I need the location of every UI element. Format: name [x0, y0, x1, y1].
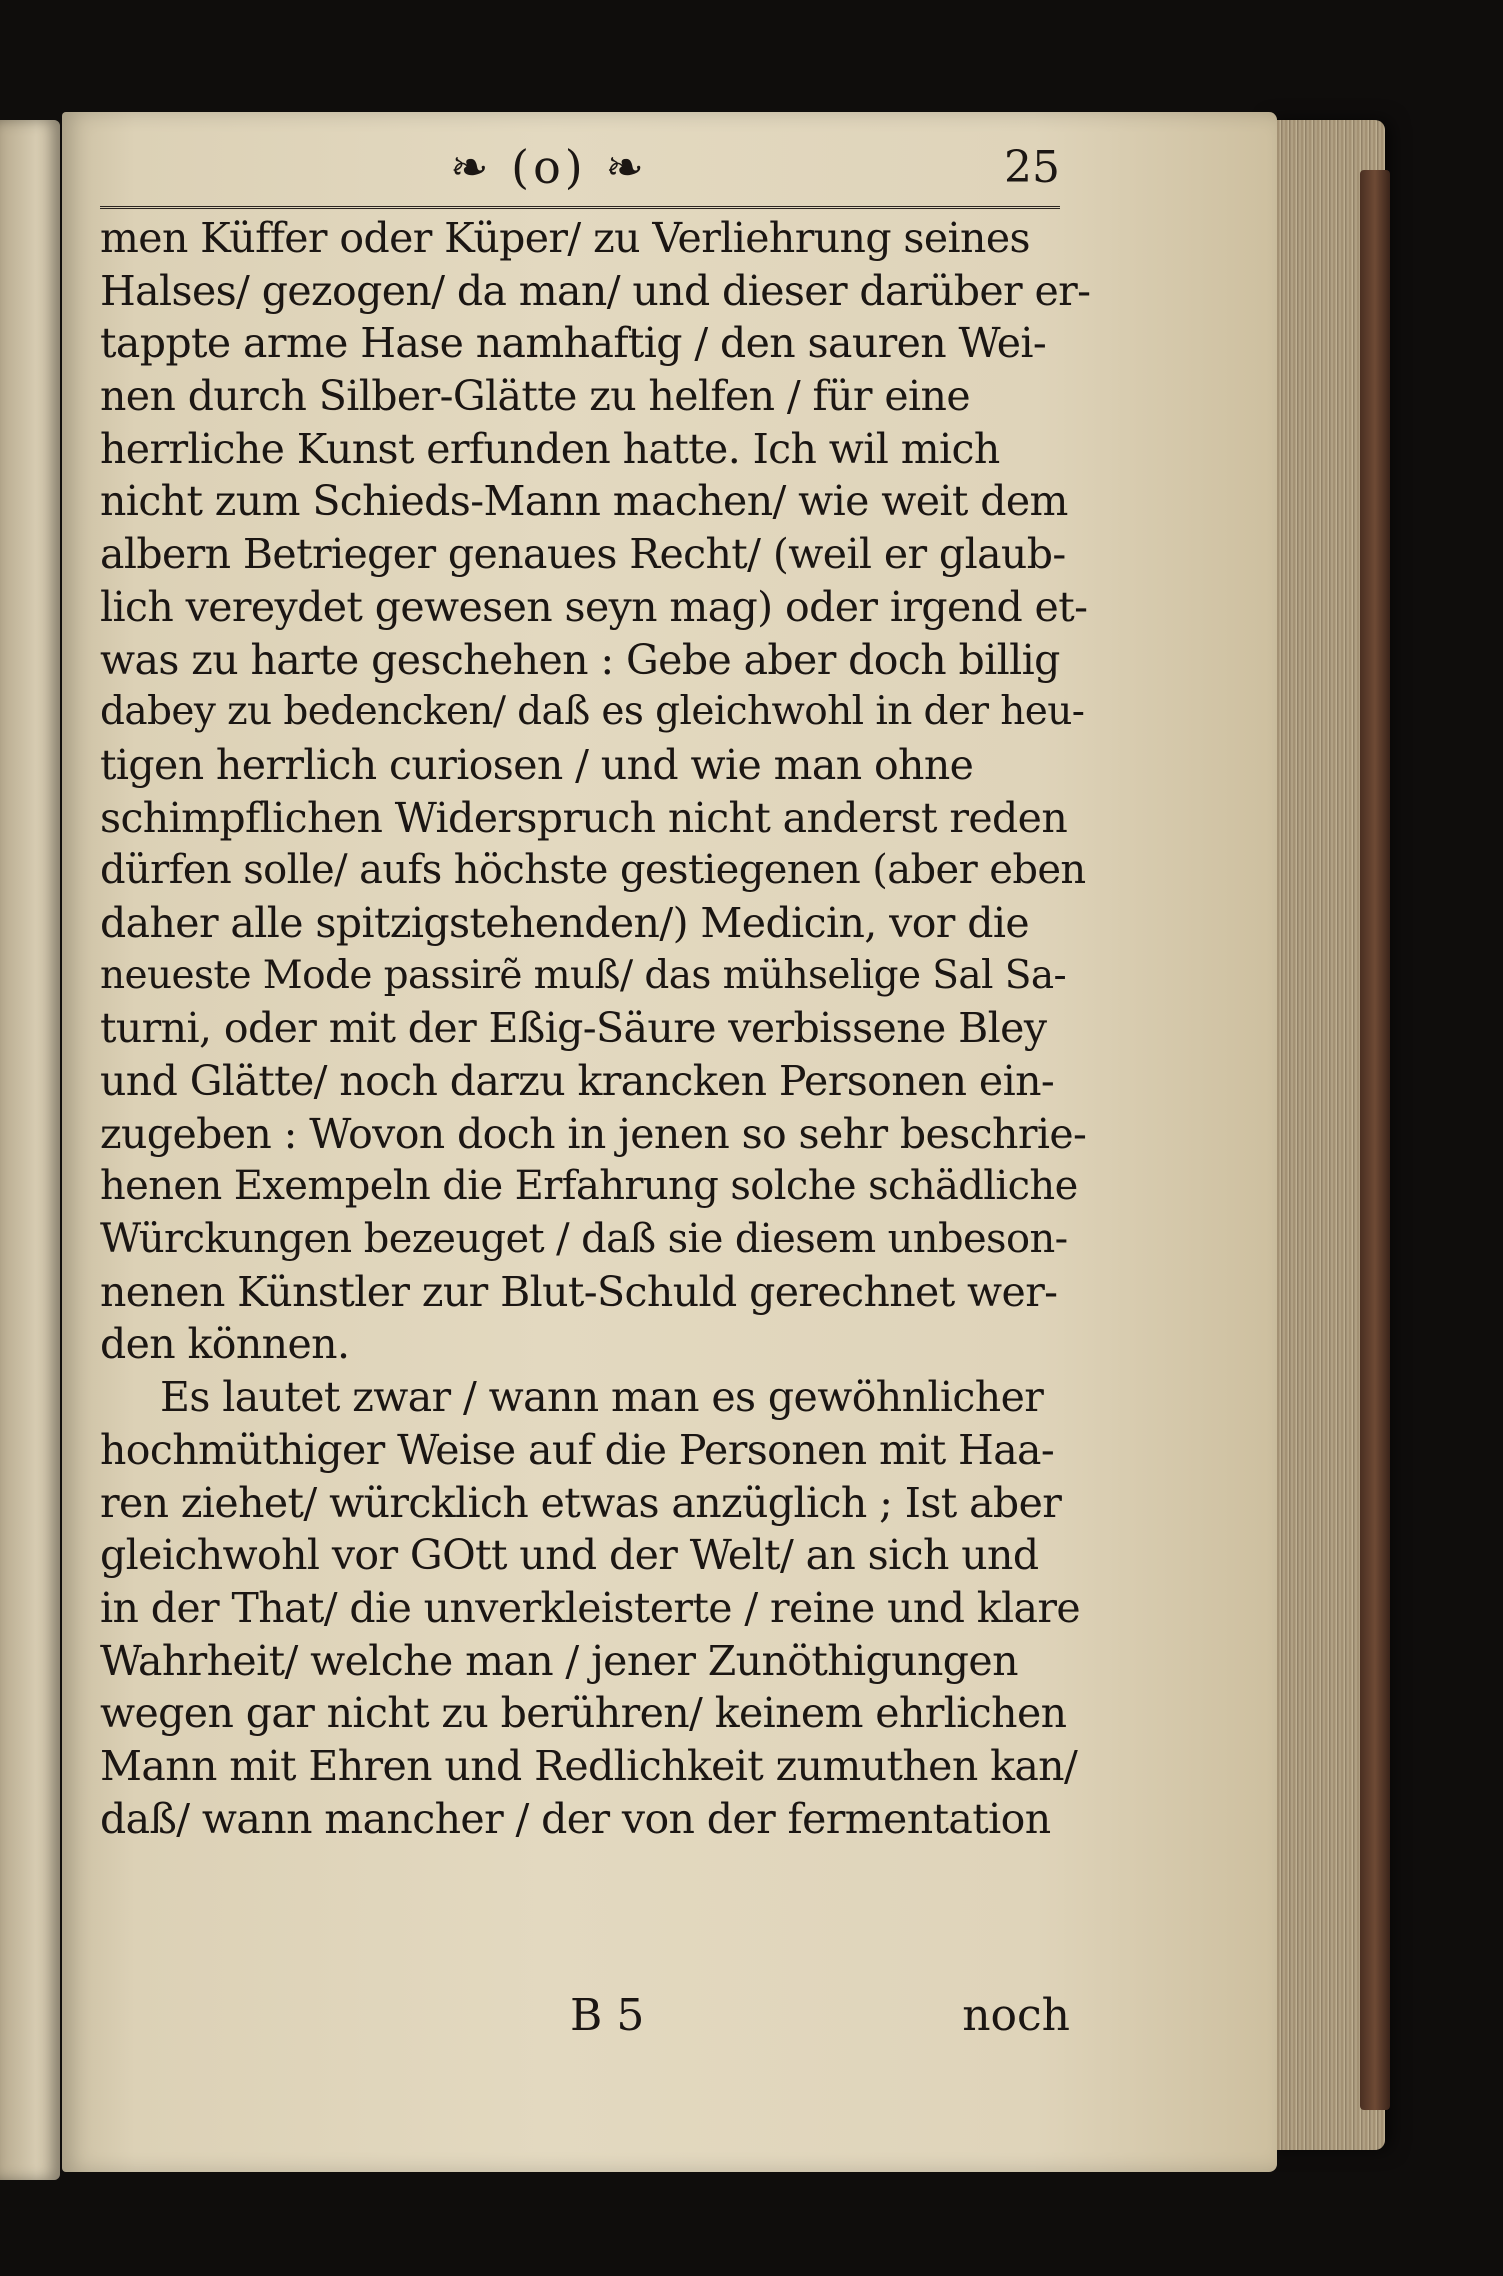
text-line: schimpflichen Widerspruch nicht anderst reden [100, 793, 1068, 842]
text-line: ren ziehet/ würcklich etwas anzüglich ; Ist aber [100, 1478, 1062, 1527]
text-line: den können. [100, 1320, 350, 1369]
text-line: nicht zum Schieds-Mann machen/ wie weit dem [100, 477, 1068, 526]
text-line: hochmüthiger Weise auf die Personen mit Haa- [100, 1425, 1055, 1474]
text-line: tigen herrlich curiosen / und wie man ohne [100, 740, 974, 789]
text-line: zugeben : Wovon doch in jenen so sehr beschrie- [100, 1109, 1087, 1158]
text-line: nen durch Silber-Glätte zu helfen / für eine [100, 372, 970, 421]
text-line: dabey zu bedencken/ daß es gleichwohl in der heu- [100, 689, 1085, 735]
text-line: henen Exempeln die Erfahrung solche schädliche [100, 1163, 1078, 1210]
text-line: men Küffer oder Küper/ zu Verliehrung seines [100, 214, 1030, 262]
text-line: nenen Künstler zur Blut-Schuld gerechnet wer- [100, 1267, 1058, 1316]
catchword: noch [962, 1990, 1070, 2041]
page-header [100, 140, 1080, 200]
text-line: dürfen solle/ aufs höchste gestiegenen (aber eben [100, 847, 1086, 894]
text-line: turni, oder mit der Eßig-Säure verbissene Bley [100, 1004, 1047, 1053]
header-ornament: ❧ (o) ❧ [450, 140, 648, 194]
previous-page-edge [0, 120, 60, 2180]
text-line: wegen gar nicht zu berühren/ keinem ehrlichen [100, 1689, 1067, 1738]
signature-mark: B 5 [570, 1990, 645, 2041]
text-line: herrliche Kunst erfunden hatte. Ich wil mich [100, 424, 1000, 473]
text-line: Wahrheit/ welche man / jener Zunöthigungen [100, 1636, 1018, 1685]
text-line: gleichwohl vor GOtt und der Welt/ an sich und [100, 1531, 1039, 1580]
text-line: tappte arme Hase namhaftig / den sauren Wei- [100, 319, 1047, 368]
page-footer [100, 1990, 1090, 2050]
text-line: daß/ wann mancher / der von der fermentation [100, 1794, 1051, 1843]
header-rule [100, 206, 1060, 209]
text-line: und Glätte/ noch darzu krancken Personen ein- [100, 1057, 1055, 1105]
text-line: Halses/ gezogen/ da man/ und dieser darüber er- [100, 266, 1091, 315]
page-number: 25 [1004, 142, 1060, 193]
text-line: lich vereydet gewesen seyn mag) oder irgend et- [100, 582, 1088, 631]
text-line: neueste Mode passirẽ muß/ das mühselige Sal Sa- [100, 952, 1067, 998]
text-line: Mann mit Ehren und Redlichkeit zumuthen kan/ [100, 1741, 1078, 1790]
text-line: Würckungen bezeuget / daß sie diesem unbeson- [100, 1216, 1068, 1263]
text-line: in der That/ die unverkleisterte / reine und klare [100, 1583, 1081, 1632]
text-line: was zu harte geschehen : Gebe aber doch billig [100, 635, 1060, 684]
paragraph-start-line: Es lautet zwar / wann man es gewöhnlicher [160, 1373, 1044, 1422]
body-text [100, 212, 1090, 1845]
book-cover-edge [1360, 170, 1390, 2110]
text-line: daher alle spitzigstehenden/) Medicin, vor die [100, 898, 1030, 947]
text-line: albern Betrieger genaues Recht/ (weil er glaub- [100, 530, 1066, 579]
